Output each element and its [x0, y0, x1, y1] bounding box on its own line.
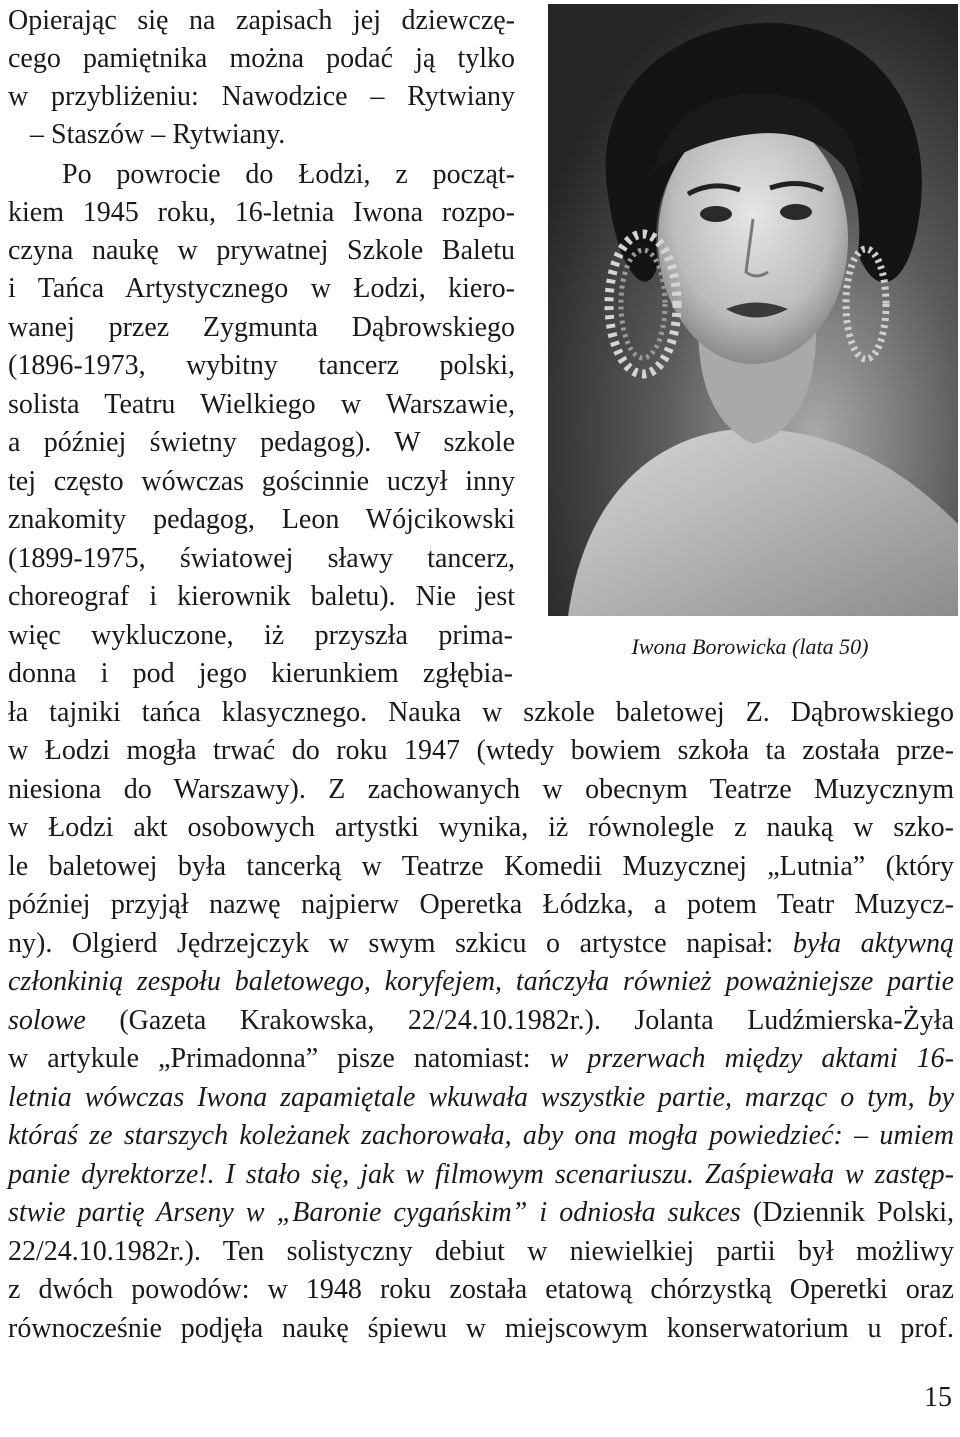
text-line-30: któraś ze starszych koleżanek zachorowała, aby ona mogła powiedzieć: – umiem — [8, 1120, 954, 1151]
text-line-31: panie dyrektorze!. I stało się, jak w filmowym scenariuszu. Zaśpiewała w zastęp- — [8, 1159, 954, 1190]
text-line-20: w Łodzi mogła trwać do roku 1947 (wtedy bowiem szkoła ta została prze- — [8, 735, 954, 766]
text-line-23: le baletowej była tancerką w Teatrze Komedii Muzycznej „Lutnia” (który — [8, 851, 954, 882]
text-line-10: (1896-1973, wybitny tancerz polski, — [8, 350, 515, 381]
text-line-34: z dwóch powodów: w 1948 roku została etatową chórzystką Operetki oraz — [8, 1274, 954, 1305]
text-line-6: kiem 1945 roku, 16-letnia Iwona rozpo- — [8, 197, 515, 228]
text-line-24: później przyjął nazwę najpierw Operetka Łódzka, a potem Teatr Muzycz- — [8, 889, 954, 920]
text-line-35: równocześnie podjęła naukę śpiewu w miejscowym konserwatorium u prof. — [8, 1313, 954, 1344]
text-line-19: ła tajniki tańca klasycznego. Nauka w szkole baletowej Z. Dąbrowskiego — [8, 697, 954, 728]
text-line-28: w artykule „Primadonna” pisze natomiast: w przerwach między aktami 16- — [8, 1043, 954, 1074]
text-line-1: Opierając się na zapisach jej dziewczę- — [8, 5, 515, 36]
text-line-16: choreograf i kierownik baletu). Nie jest — [8, 581, 515, 612]
text-line-12: a później świetny pedagog). W szkole — [8, 427, 515, 458]
text-line-13: tej często wówczas gościnnie uczył inny — [8, 466, 515, 497]
text-line-8: i Tańca Artystycznego w Łodzi, kiero- — [8, 273, 515, 304]
text-line-21: niesiona do Warszawy). Z zachowanych w obecnym Teatrze Muzycznym — [8, 774, 954, 805]
text-line-5: Po powrocie do Łodzi, z począt- — [62, 159, 515, 190]
text-line-3: w przybliżeniu: Nawodzice – Rytwiany — [8, 81, 515, 112]
text-line-11: solista Teatru Wielkiego w Warszawie, — [8, 389, 515, 420]
text-line-17: więc wykluczone, iż przyszła prima- — [8, 620, 513, 651]
portrait-photo — [548, 4, 958, 616]
text-line-7: czyna naukę w prywatnej Szkole Baletu — [8, 235, 515, 266]
text-line-27: solowe (Gazeta Krakowska, 22/24.10.1982r.). Jolanta Ludźmierska-Żyła — [8, 1005, 954, 1036]
text-line-2: cego pamiętnika można podać ją tylko — [8, 43, 515, 74]
text-line-15: (1899-1975, światowej sławy tancerz, — [8, 543, 515, 574]
photo-caption: Iwona Borowicka (lata 50) — [631, 634, 869, 659]
text-line-32: stwie partię Arseny w „Baronie cygańskim” i odniosła sukces (Dziennik Polski, — [8, 1197, 954, 1228]
text-line-14: znakomity pedagog, Leon Wójcikowski — [8, 504, 515, 535]
text-line-25: ny). Olgierd Jędrzejczyk w swym szkicu o artystce napisał: była aktywną — [8, 928, 954, 959]
text-line-22: w Łodzi akt osobowych artystki wynika, iż równolegle z nauką w szko- — [8, 812, 954, 843]
text-line-4: – Staszów – Rytwiany. — [30, 119, 286, 150]
text-line-18: donna i pod jego kierunkiem zgłębia- — [8, 658, 513, 689]
text-line-33: 22/24.10.1982r.). Ten solistyczny debiut w niewielkiej partii był możliwy — [8, 1236, 954, 1267]
text-line-26: członkinią zespołu baletowego, koryfejem, tańczyła również poważniejsze partie — [8, 966, 954, 997]
page-number: 15 — [924, 1382, 952, 1413]
text-line-9: wanej przez Zygmunta Dąbrowskiego — [8, 312, 515, 343]
text-line-29: letnia wówczas Iwona zapamiętale wkuwała wszystkie partie, marząc o tym, by — [8, 1082, 954, 1113]
